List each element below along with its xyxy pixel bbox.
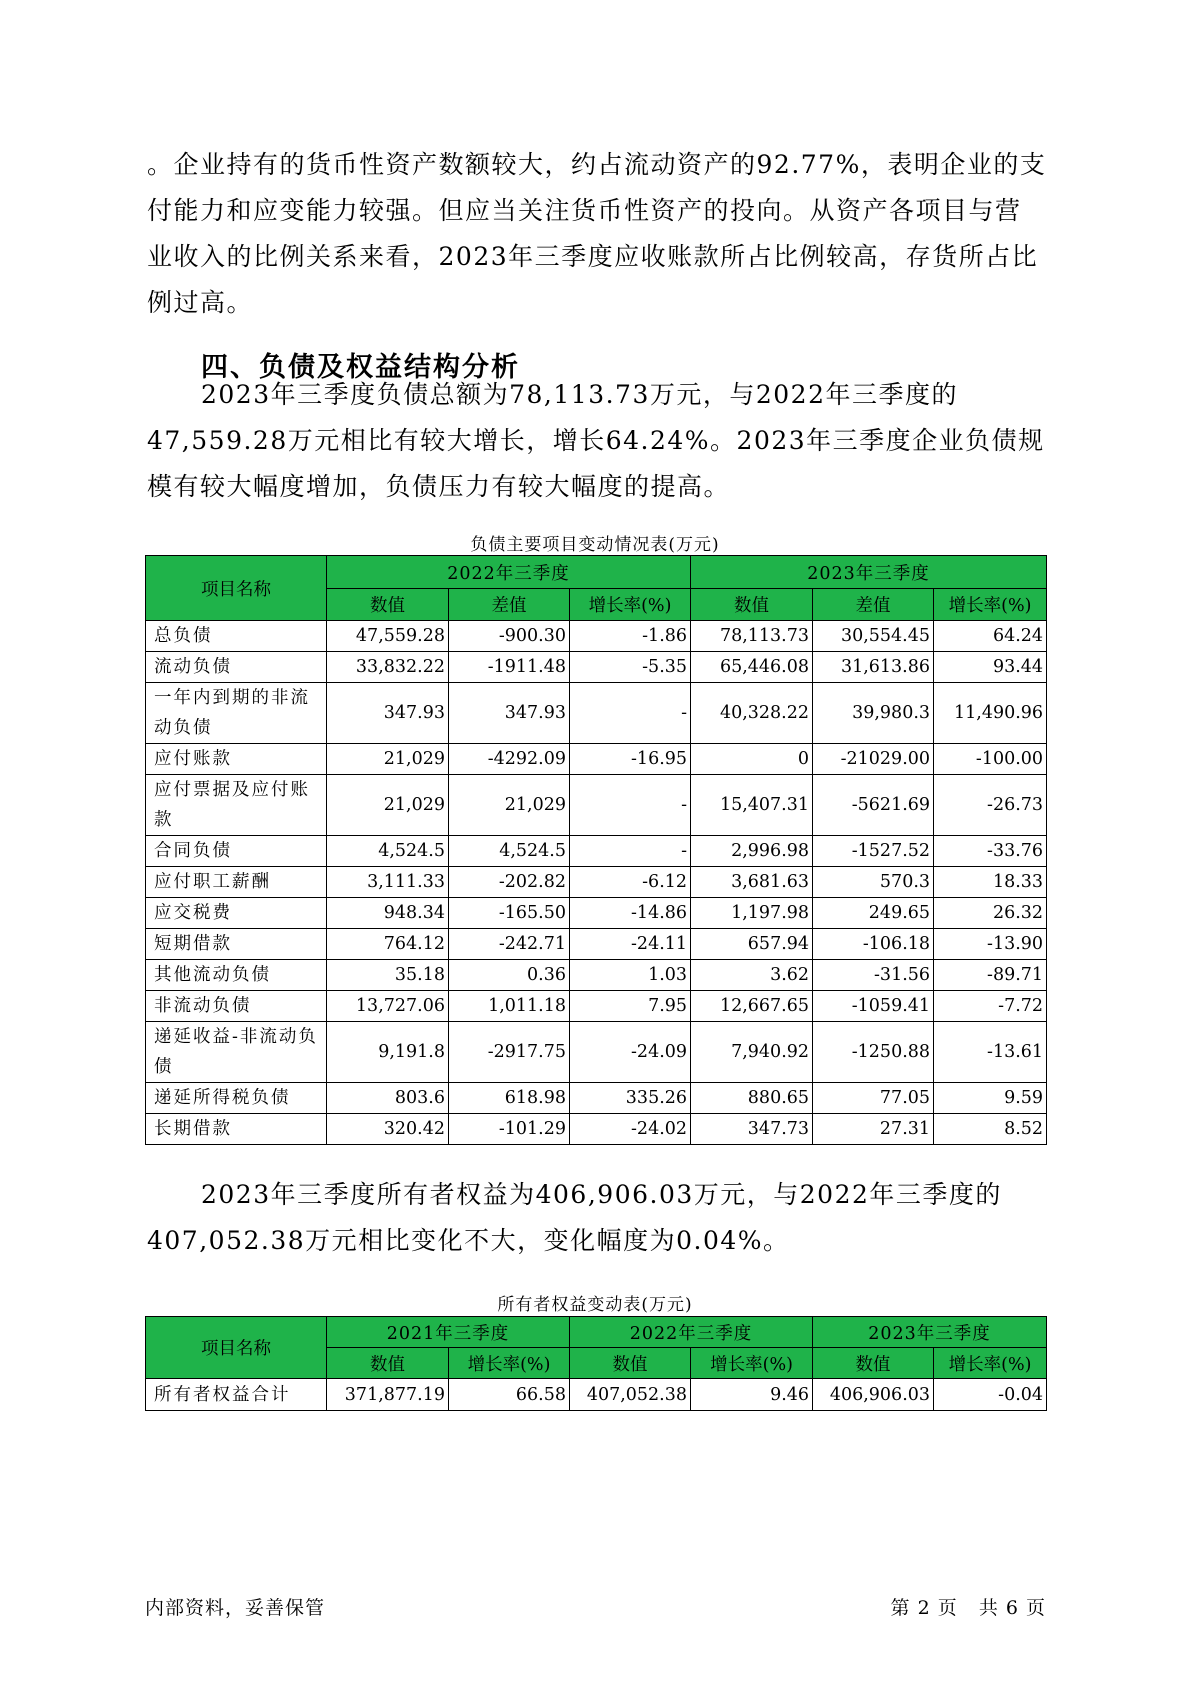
cell-value: 347.73 [691, 1114, 813, 1145]
cell-value: 9.59 [934, 1083, 1047, 1114]
cell-value: 2,996.98 [691, 836, 813, 867]
cell-value: -24.11 [570, 929, 691, 960]
intro-paragraph [147, 142, 1047, 326]
col-header-name: 项目名称 [146, 1317, 327, 1379]
row-label: 递延收益-非流动负债 [146, 1022, 327, 1083]
liabilities-paragraph [147, 372, 1047, 510]
cell-value: 0 [691, 744, 813, 775]
cell-value: -6.12 [570, 867, 691, 898]
cell-value: 65,446.08 [691, 652, 813, 683]
cell-value: -4292.09 [449, 744, 570, 775]
col-header-name: 项目名称 [146, 556, 327, 621]
cell-value: -26.73 [934, 775, 1047, 836]
cell-value: -242.71 [449, 929, 570, 960]
cell-value: - [570, 775, 691, 836]
equity-text: 2023年三季度所有者权益为406,906.03万元，与2022年三季度的407,052.38万元相比变化不大，变化幅度为0.04%。 [147, 1180, 1002, 1255]
cell-value: 21,029 [327, 744, 449, 775]
row-label: 应付职工薪酬 [146, 867, 327, 898]
cell-value: 31,613.86 [813, 652, 934, 683]
col-header: 增长率(%) [570, 589, 691, 621]
cell-value: 3,111.33 [327, 867, 449, 898]
cell-value: -5621.69 [813, 775, 934, 836]
cell-value: 7.95 [570, 991, 691, 1022]
equity-paragraph [147, 1172, 1047, 1264]
cell-value: 21,029 [449, 775, 570, 836]
cell-value: -24.02 [570, 1114, 691, 1145]
equity-table-caption: 所有者权益变动表(万元) [497, 1295, 693, 1315]
col-header: 增长率(%) [934, 1348, 1047, 1379]
col-header: 数值 [691, 589, 813, 621]
col-header: 增长率(%) [449, 1348, 570, 1379]
cell-value: 78,113.73 [691, 621, 813, 652]
col-header: 差值 [813, 589, 934, 621]
cell-value: 7,940.92 [691, 1022, 813, 1083]
cell-value: 18.33 [934, 867, 1047, 898]
cell-value: 3.62 [691, 960, 813, 991]
col-header: 差值 [449, 589, 570, 621]
col-header: 数值 [327, 1348, 449, 1379]
col-group-2022: 2022年三季度 [327, 556, 691, 589]
cell-value: 570.3 [813, 867, 934, 898]
intro-text: 。企业持有的货币性资产数额较大，约占流动资产的92.77%，表明企业的支付能力和应变能力较强。但应当关注货币性资产的投向。从资产各项目与营业收入的比例关系来看，2023年三季度应收账款所占比例较高，存货所占比例过高。 [147, 150, 1047, 317]
cell-value: 948.34 [327, 898, 449, 929]
table-row [146, 836, 1047, 867]
cell-value: 407,052.38 [570, 1379, 691, 1411]
cell-value: -33.76 [934, 836, 1047, 867]
cell-value: -16.95 [570, 744, 691, 775]
cell-value: -13.90 [934, 929, 1047, 960]
cell-value: 33,832.22 [327, 652, 449, 683]
section-heading: 四、负债及权益结构分析 [201, 352, 520, 383]
cell-value: 30,554.45 [813, 621, 934, 652]
row-label: 短期借款 [146, 929, 327, 960]
row-label: 总负债 [146, 621, 327, 652]
cell-value: 66.58 [449, 1379, 570, 1411]
cell-value: -1911.48 [449, 652, 570, 683]
cell-value: 764.12 [327, 929, 449, 960]
cell-value: -165.50 [449, 898, 570, 929]
cell-value: 39,980.3 [813, 683, 934, 744]
cell-value: -7.72 [934, 991, 1047, 1022]
table-row [146, 744, 1047, 775]
cell-value: 35.18 [327, 960, 449, 991]
cell-value: -89.71 [934, 960, 1047, 991]
col-group-2023: 2023年三季度 [813, 1317, 1047, 1348]
row-label: 合同负债 [146, 836, 327, 867]
row-label: 应付票据及应付账款 [146, 775, 327, 836]
row-label: 应交税费 [146, 898, 327, 929]
cell-value: -1527.52 [813, 836, 934, 867]
cell-value: 618.98 [449, 1083, 570, 1114]
cell-value: - [570, 683, 691, 744]
cell-value: 27.31 [813, 1114, 934, 1145]
cell-value: 335.26 [570, 1083, 691, 1114]
cell-value: 4,524.5 [327, 836, 449, 867]
cell-value: -5.35 [570, 652, 691, 683]
table-row [146, 960, 1047, 991]
cell-value: 9,191.8 [327, 1022, 449, 1083]
cell-value: - [570, 836, 691, 867]
equity-table-body [146, 1379, 1047, 1411]
row-label: 其他流动负债 [146, 960, 327, 991]
cell-value: -24.09 [570, 1022, 691, 1083]
cell-value: -21029.00 [813, 744, 934, 775]
cell-value: 8.52 [934, 1114, 1047, 1145]
table-row [146, 652, 1047, 683]
cell-value: 21,029 [327, 775, 449, 836]
table-row [146, 898, 1047, 929]
cell-value: -900.30 [449, 621, 570, 652]
cell-value: 4,524.5 [449, 836, 570, 867]
table-row [146, 1022, 1047, 1083]
cell-value: -101.29 [449, 1114, 570, 1145]
cell-value: -100.00 [934, 744, 1047, 775]
table-row [146, 1114, 1047, 1145]
cell-value: 12,667.65 [691, 991, 813, 1022]
cell-value: -0.04 [934, 1379, 1047, 1411]
table-row [146, 991, 1047, 1022]
row-label: 应付账款 [146, 744, 327, 775]
cell-value: 15,407.31 [691, 775, 813, 836]
footer-page-number: 第 2 页 共 6 页 [890, 1597, 1046, 1619]
cell-value: 249.65 [813, 898, 934, 929]
cell-value: 26.32 [934, 898, 1047, 929]
cell-value: -13.61 [934, 1022, 1047, 1083]
table-row [146, 683, 1047, 744]
cell-value: -14.86 [570, 898, 691, 929]
cell-value: -1059.41 [813, 991, 934, 1022]
cell-value: 77.05 [813, 1083, 934, 1114]
col-header: 数值 [327, 589, 449, 621]
table-row [146, 621, 1047, 652]
cell-value: 11,490.96 [934, 683, 1047, 744]
table-row [146, 1083, 1047, 1114]
col-header: 增长率(%) [691, 1348, 813, 1379]
cell-value: 64.24 [934, 621, 1047, 652]
row-label: 流动负债 [146, 652, 327, 683]
cell-value: -202.82 [449, 867, 570, 898]
cell-value: -1.86 [570, 621, 691, 652]
liabilities-text: 2023年三季度负债总额为78,113.73万元，与2022年三季度的47,559.28万元相比有较大增长，增长64.24%。2023年三季度企业负债规模有较大幅度增加，负债压力有较大幅度的提高。 [147, 380, 1045, 501]
cell-value: 13,727.06 [327, 991, 449, 1022]
col-header: 数值 [570, 1348, 691, 1379]
cell-value: 406,906.03 [813, 1379, 934, 1411]
row-label: 所有者权益合计 [146, 1379, 327, 1411]
equity-table [145, 1316, 1047, 1411]
col-group-2022: 2022年三季度 [570, 1317, 813, 1348]
cell-value: 0.36 [449, 960, 570, 991]
cell-value: -106.18 [813, 929, 934, 960]
cell-value: 347.93 [449, 683, 570, 744]
table-row [146, 929, 1047, 960]
cell-value: -1250.88 [813, 1022, 934, 1083]
row-label: 递延所得税负债 [146, 1083, 327, 1114]
cell-value: 93.44 [934, 652, 1047, 683]
cell-value: 657.94 [691, 929, 813, 960]
col-group-2021: 2021年三季度 [327, 1317, 570, 1348]
table-row [146, 1379, 1047, 1411]
cell-value: 371,877.19 [327, 1379, 449, 1411]
cell-value: -31.56 [813, 960, 934, 991]
row-label: 一年内到期的非流动负债 [146, 683, 327, 744]
liabilities-table-body [146, 621, 1047, 1145]
col-header: 数值 [813, 1348, 934, 1379]
row-label: 非流动负债 [146, 991, 327, 1022]
cell-value: 1,011.18 [449, 991, 570, 1022]
table-row [146, 775, 1047, 836]
cell-value: 9.46 [691, 1379, 813, 1411]
col-group-2023: 2023年三季度 [691, 556, 1047, 589]
row-label: 长期借款 [146, 1114, 327, 1145]
cell-value: 47,559.28 [327, 621, 449, 652]
col-header: 增长率(%) [934, 589, 1047, 621]
cell-value: 40,328.22 [691, 683, 813, 744]
cell-value: 347.93 [327, 683, 449, 744]
cell-value: -2917.75 [449, 1022, 570, 1083]
footer-confidential: 内部资料，妥善保管 [145, 1597, 326, 1619]
cell-value: 880.65 [691, 1083, 813, 1114]
cell-value: 1.03 [570, 960, 691, 991]
liabilities-table-caption: 负债主要项目变动情况表(万元) [470, 535, 720, 555]
table-row [146, 867, 1047, 898]
cell-value: 803.6 [327, 1083, 449, 1114]
cell-value: 3,681.63 [691, 867, 813, 898]
liabilities-table [145, 555, 1047, 1145]
cell-value: 1,197.98 [691, 898, 813, 929]
cell-value: 320.42 [327, 1114, 449, 1145]
